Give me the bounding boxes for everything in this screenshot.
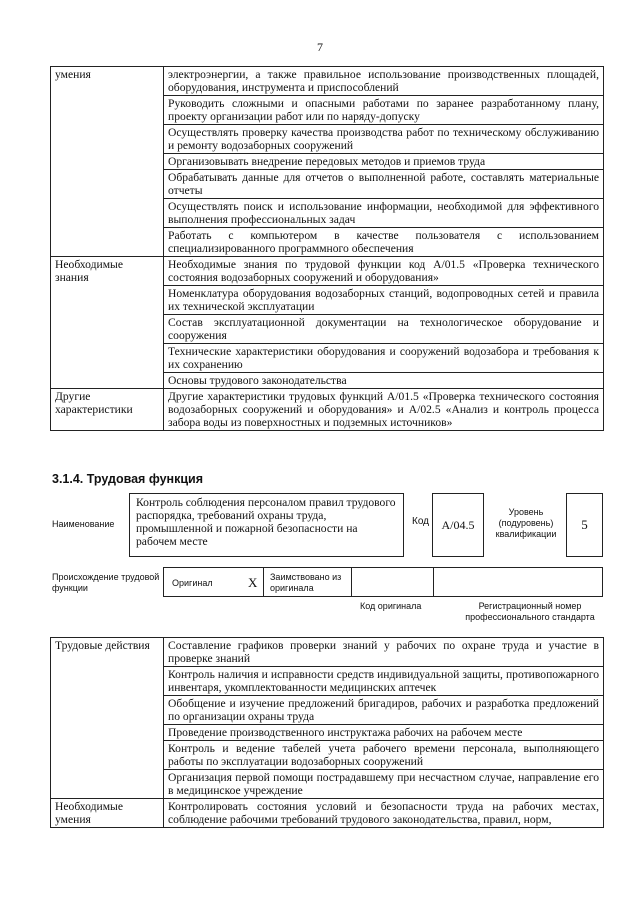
original-mark: X <box>248 575 258 590</box>
table-row <box>51 67 604 96</box>
knowledge-item: Основы трудового законодательства <box>164 373 604 389</box>
knowledge-item: Номенклатура оборудования водозаборных станций, водопроводных сетей и правила их технической эксплуатации <box>164 286 604 315</box>
level-value: 5 <box>581 517 588 532</box>
function-name-box <box>129 493 404 557</box>
skill-item: Руководить сложными и опасными работами по заранее разработанному плану, проекту организации работ или по наряду-допуску <box>164 96 604 125</box>
original-code-caption: Код оригинала <box>360 601 422 611</box>
requirements-table-bottom <box>50 637 604 828</box>
skill-item: электроэнергии, а также правильное использование производственных площадей, оборудования, инструмента и приспособлений <box>164 67 604 96</box>
origin-strip <box>163 567 603 597</box>
origin-label: Происхождение трудовой функции <box>52 572 160 593</box>
original-label: Оригинал <box>172 578 213 588</box>
code-value: А/04.5 <box>441 517 475 532</box>
skills-label-bottom: Необходимые умения <box>51 799 164 828</box>
action-item: Проведение производственного инструктажа рабочих на рабочем месте <box>164 725 604 741</box>
actions-label: Трудовые действия <box>51 638 164 799</box>
skill-item: Работать с компьютером в качестве пользователя с использованием специализированного программного обеспечения <box>164 228 604 257</box>
skill-item: Осуществлять проверку качества производства работ по техническому обслуживанию и ремонту водозаборных сооружений <box>164 125 604 154</box>
registration-number-caption: Регистрационный номер профессионального стандарта <box>465 601 595 622</box>
skill-item: Осуществлять поиск и использование информации, необходимой для эффективного выполнения профессиональных задач <box>164 199 604 228</box>
other-characteristics-text: Другие характеристики трудовых функций А/01.5 «Проверка технического состояния водозаборных сооружений и оборудования» и А/02.5 «Анализ и контроль процесса забора воды из поверхностных и подземных источников» <box>164 389 604 431</box>
section-title: 3.1.4. Трудовая функция <box>52 472 204 486</box>
level-box <box>566 493 603 557</box>
table-row <box>51 638 604 667</box>
action-item: Контроль наличия и исправности средств индивидуальной защиты, противопожарного инвентаря, укомплектованности медицинских аптечек <box>164 667 604 696</box>
skill-item: Организовывать внедрение передовых методов и приемов труда <box>164 154 604 170</box>
knowledge-item: Технические характеристики оборудования и сооружений водозабора и требования к их сохранению <box>164 344 604 373</box>
action-item: Организация первой помощи пострадавшему при несчастном случае, направление его в медицинское учреждение <box>164 770 604 799</box>
action-item: Обобщение и изучение предложений бригадиров, рабочих и разработка предложений по организации охраны труда <box>164 696 604 725</box>
other-characteristics-label: Другие характеристики <box>51 389 164 431</box>
skill-item: Контролировать состояния условий и безопасности труда на рабочих местах, соблюдение рабочими требований трудового законодательства, правил, норм, <box>164 799 604 828</box>
knowledge-item: Необходимые знания по трудовой функции код А/01.5 «Проверка технического состояния водозаборных сооружений и оборудования» <box>164 257 604 286</box>
borrowed-label: Заимствовано из оригинала <box>270 572 342 593</box>
original-code-cell <box>352 568 434 596</box>
action-item: Составление графиков проверки знаний у рабочих по охране труда и участие в проверке знаний <box>164 638 604 667</box>
borrowed-cell <box>264 568 352 596</box>
function-name-value: Контроль соблюдения персоналом правил трудового распорядка, требований охраны труда, промышленной и пожарной безопасности на рабочем месте <box>136 496 396 548</box>
table-row <box>51 799 604 828</box>
registration-number-cell <box>434 568 602 596</box>
action-item: Контроль и ведение табелей учета рабочего времени персонала, выполняющего работы по эксплуатации водозаборных сооружений <box>164 741 604 770</box>
code-box <box>432 493 484 557</box>
page-number: 7 <box>317 40 323 54</box>
skills-label: умения <box>51 67 164 257</box>
level-label: Уровень (подуровень) квалификации <box>495 507 557 539</box>
code-label: Код <box>412 516 430 527</box>
table-row <box>51 257 604 286</box>
original-cell <box>164 568 264 596</box>
knowledge-label: Необходимые знания <box>51 257 164 389</box>
name-label: Наименование <box>52 519 115 529</box>
knowledge-item: Состав эксплуатационной документации на технологическое оборудование и сооружения <box>164 315 604 344</box>
skill-item: Обрабатывать данные для отчетов о выполненной работе, составлять материальные отчеты <box>164 170 604 199</box>
table-row <box>51 389 604 431</box>
requirements-table-top <box>50 66 604 431</box>
